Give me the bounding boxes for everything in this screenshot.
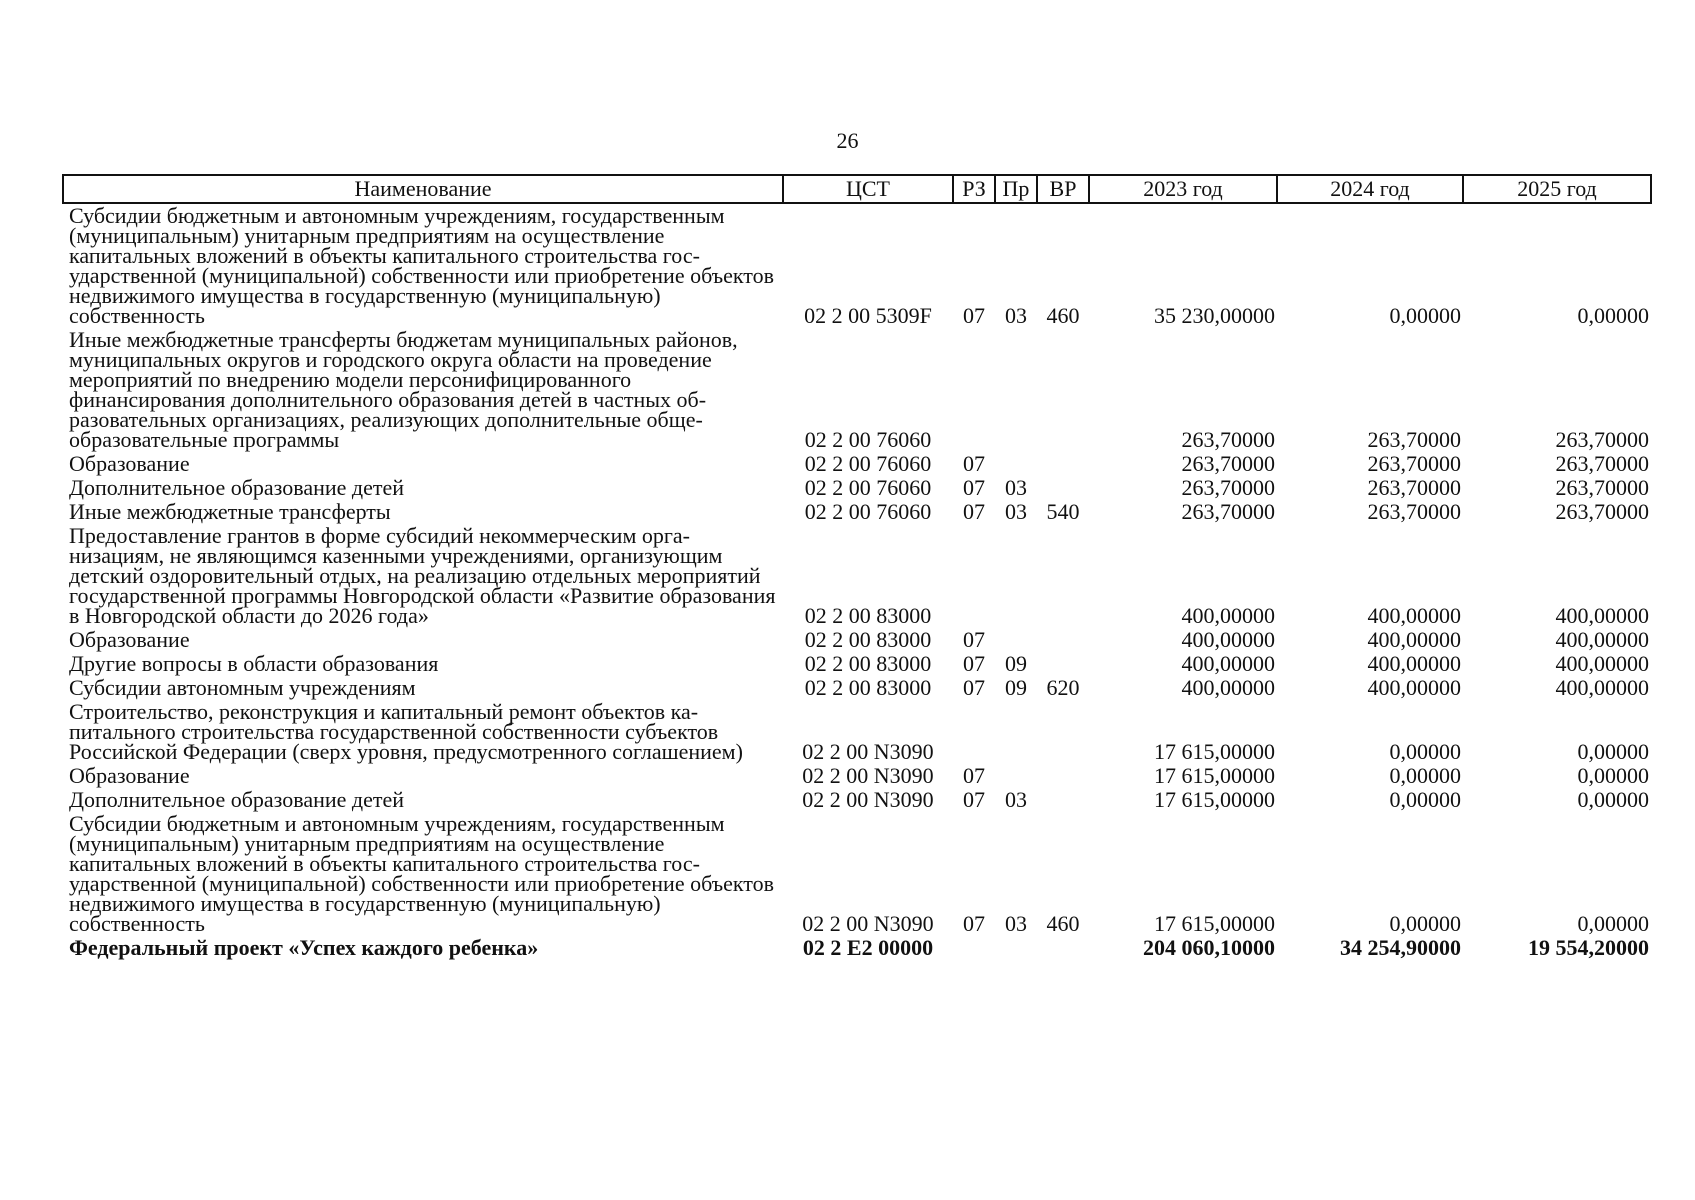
- table-row: [63, 500, 1651, 524]
- cell-2023: 400,00000: [1181, 675, 1275, 700]
- cell-2023: 35 230,00000: [1154, 303, 1275, 328]
- table-header: [63, 175, 1651, 203]
- cell-2025: 0,00000: [1577, 787, 1649, 812]
- cell-2023: 17 615,00000: [1154, 787, 1275, 812]
- cell-rz: [953, 936, 995, 960]
- header-name: Наименование: [63, 175, 783, 203]
- cell-pr: 03: [1005, 303, 1027, 328]
- cell-pr: [995, 524, 1037, 628]
- cell-rz: 07: [963, 675, 985, 700]
- cell-vr: [1037, 700, 1089, 764]
- cell-rz: 07: [963, 451, 985, 476]
- header-row: [63, 175, 1651, 203]
- table-row: [63, 788, 1651, 812]
- cell-2024: 400,00000: [1367, 627, 1461, 652]
- header-vr: ВР: [1037, 175, 1089, 203]
- cell-pr: [995, 452, 1037, 476]
- cell-cst: 02 2 00 N3090: [802, 911, 934, 936]
- cell-pr: [995, 628, 1037, 652]
- cell-name: Дополнительное образование детей: [69, 787, 405, 812]
- cell-vr: [1037, 764, 1089, 788]
- cell-2023: 400,00000: [1181, 627, 1275, 652]
- cell-pr: 03: [1005, 911, 1027, 936]
- cell-vr: 460: [1046, 303, 1080, 328]
- cell-vr: [1037, 476, 1089, 500]
- table-row: [63, 764, 1651, 788]
- cell-2025: 263,70000: [1555, 427, 1649, 452]
- table-body: [63, 203, 1651, 960]
- cell-2025: 0,00000: [1577, 911, 1649, 936]
- cell-pr: [995, 328, 1037, 452]
- cell-2024: 263,70000: [1367, 475, 1461, 500]
- cell-2023: 263,70000: [1181, 451, 1275, 476]
- table-row: [63, 452, 1651, 476]
- cell-2023: 17 615,00000: [1154, 763, 1275, 788]
- cell-name: Образование: [69, 451, 190, 476]
- cell-2025: 263,70000: [1555, 475, 1649, 500]
- cell-cst: 02 2 00 83000: [804, 627, 932, 652]
- cell-name: Федеральный проект «Успех каждого ребенка»: [69, 935, 539, 960]
- header-cst: ЦСТ: [783, 175, 953, 203]
- cell-rz: [953, 328, 995, 452]
- cell-cst: 02 2 00 83000: [804, 603, 932, 628]
- cell-2024: 400,00000: [1367, 651, 1461, 676]
- cell-2024: 0,00000: [1389, 787, 1461, 812]
- cell-rz: 07: [963, 627, 985, 652]
- cell-2024: 0,00000: [1389, 303, 1461, 328]
- cell-cst: 02 2 00 76060: [804, 475, 932, 500]
- table-row: [63, 203, 1651, 328]
- cell-2025: 263,70000: [1555, 499, 1649, 524]
- cell-vr: [1037, 936, 1089, 960]
- cell-vr: [1037, 652, 1089, 676]
- cell-pr: [995, 936, 1037, 960]
- cell-cst: 02 2 00 N3090: [802, 763, 934, 788]
- cell-pr: [995, 764, 1037, 788]
- cell-2023: 204 060,10000: [1143, 935, 1275, 960]
- table-row: [63, 936, 1651, 960]
- table-row: [63, 628, 1651, 652]
- cell-vr: [1037, 628, 1089, 652]
- cell-pr: [995, 700, 1037, 764]
- cell-2025: 0,00000: [1577, 739, 1649, 764]
- cell-2025: 0,00000: [1577, 763, 1649, 788]
- cell-cst: 02 2 00 5309F: [804, 303, 932, 328]
- cell-2025: 19 554,20000: [1528, 935, 1649, 960]
- cell-2024: 263,70000: [1367, 451, 1461, 476]
- cell-2023: 263,70000: [1181, 499, 1275, 524]
- cell-vr: [1037, 452, 1089, 476]
- cell-name: Субсидии бюджетным и автономным учреждениям, государственным (муниципальным) унитарным предприятиям на осуществление капитальных вложений в объекты капитального строительства государственной (муниципальной) собственности или приобретение объектов недвижимого имущества в государственную (муниципальную) собственность: [69, 203, 774, 328]
- cell-2023: 17 615,00000: [1154, 739, 1275, 764]
- cell-name: Иные межбюджетные трансферты бюджетам муниципальных районов, муниципальных округов и городского округа области на проведение мероприятий по внедрению модели персонифицированного финансирования дополнительного образования детей в частных образовательных организациях, реализующих дополнительные общеобразовательные программы: [69, 327, 738, 452]
- cell-cst: 02 2 00 76060: [804, 499, 932, 524]
- cell-vr: [1037, 328, 1089, 452]
- cell-2024: 400,00000: [1367, 603, 1461, 628]
- cell-vr: [1037, 788, 1089, 812]
- cell-cst: 02 2 00 83000: [804, 675, 932, 700]
- cell-2023: 400,00000: [1181, 651, 1275, 676]
- cell-name: Другие вопросы в области образования: [69, 651, 439, 676]
- cell-rz: 07: [963, 763, 985, 788]
- cell-name: Дополнительное образование детей: [69, 475, 405, 500]
- cell-cst: 02 2 00 N3090: [802, 787, 934, 812]
- cell-rz: 07: [963, 475, 985, 500]
- cell-rz: 07: [963, 303, 985, 328]
- table-row: [63, 700, 1651, 764]
- cell-pr: 03: [1005, 787, 1027, 812]
- header-rz: РЗ: [953, 175, 995, 203]
- cell-rz: 07: [963, 911, 985, 936]
- table-row: [63, 476, 1651, 500]
- cell-rz: 07: [963, 499, 985, 524]
- cell-name: Строительство, реконструкция и капитальный ремонт объектов капитального строительства государственной собственности субъектов Российской Федерации (сверх уровня, предусмотренного соглашением): [69, 699, 743, 764]
- cell-2023: 17 615,00000: [1154, 911, 1275, 936]
- cell-2024: 263,70000: [1367, 427, 1461, 452]
- cell-name: Субсидии автономным учреждениям: [69, 675, 416, 700]
- cell-vr: 620: [1046, 675, 1080, 700]
- cell-2023: 400,00000: [1181, 603, 1275, 628]
- cell-pr: 03: [1005, 499, 1027, 524]
- cell-2025: 400,00000: [1555, 675, 1649, 700]
- cell-2024: 34 254,90000: [1340, 935, 1461, 960]
- header-2025: 2025 год: [1463, 175, 1651, 203]
- table-row: [63, 676, 1651, 700]
- budget-table: [62, 174, 1652, 960]
- cell-rz: 07: [963, 787, 985, 812]
- cell-cst: 02 2 00 76060: [804, 451, 932, 476]
- page-number: 26: [836, 128, 859, 153]
- cell-cst: 02 2 00 N3090: [802, 739, 934, 764]
- cell-cst: 02 2 00 83000: [804, 651, 932, 676]
- cell-2023: 263,70000: [1181, 475, 1275, 500]
- header-2023: 2023 год: [1089, 175, 1277, 203]
- header-2024: 2024 год: [1277, 175, 1463, 203]
- cell-2025: 400,00000: [1555, 627, 1649, 652]
- cell-2024: 400,00000: [1367, 675, 1461, 700]
- cell-rz: 07: [963, 651, 985, 676]
- header-pr: Пр: [995, 175, 1037, 203]
- table-row: [63, 812, 1651, 936]
- cell-cst: 02 2 E2 00000: [802, 935, 934, 960]
- table-row: [63, 652, 1651, 676]
- cell-pr: 03: [1005, 475, 1027, 500]
- cell-pr: 09: [1005, 675, 1027, 700]
- cell-vr: [1037, 524, 1089, 628]
- cell-2023: 263,70000: [1181, 427, 1275, 452]
- cell-rz: [953, 524, 995, 628]
- cell-vr: 460: [1046, 911, 1080, 936]
- cell-name: Образование: [69, 763, 190, 788]
- cell-rz: [953, 700, 995, 764]
- table-row: [63, 328, 1651, 452]
- cell-name: Предоставление грантов в форме субсидий некоммерческим организациям, не являющимся казенными учреждениями, организующим детский оздоровительный отдых, на реализацию отдельных мероприятий государственной программы Новгородской области «Развитие образования в Новгородской области до 2026 года»: [69, 523, 776, 628]
- cell-2024: 263,70000: [1367, 499, 1461, 524]
- cell-2025: 400,00000: [1555, 603, 1649, 628]
- cell-vr: 540: [1046, 499, 1080, 524]
- cell-2025: 400,00000: [1555, 651, 1649, 676]
- cell-name: Субсидии бюджетным и автономным учреждениям, государственным (муниципальным) унитарным предприятиям на осуществление капитальных вложений в объекты капитального строительства государственной (муниципальной) собственности или приобретение объектов недвижимого имущества в государственную (муниципальную) собственность: [69, 811, 774, 936]
- table-row: [63, 524, 1651, 628]
- cell-cst: 02 2 00 76060: [804, 427, 932, 452]
- cell-2025: 0,00000: [1577, 303, 1649, 328]
- cell-pr: 09: [1005, 651, 1027, 676]
- cell-2024: 0,00000: [1389, 763, 1461, 788]
- cell-name: Образование: [69, 627, 190, 652]
- cell-2024: 0,00000: [1389, 739, 1461, 764]
- cell-name: Иные межбюджетные трансферты: [69, 499, 391, 524]
- cell-2024: 0,00000: [1389, 911, 1461, 936]
- cell-2025: 263,70000: [1555, 451, 1649, 476]
